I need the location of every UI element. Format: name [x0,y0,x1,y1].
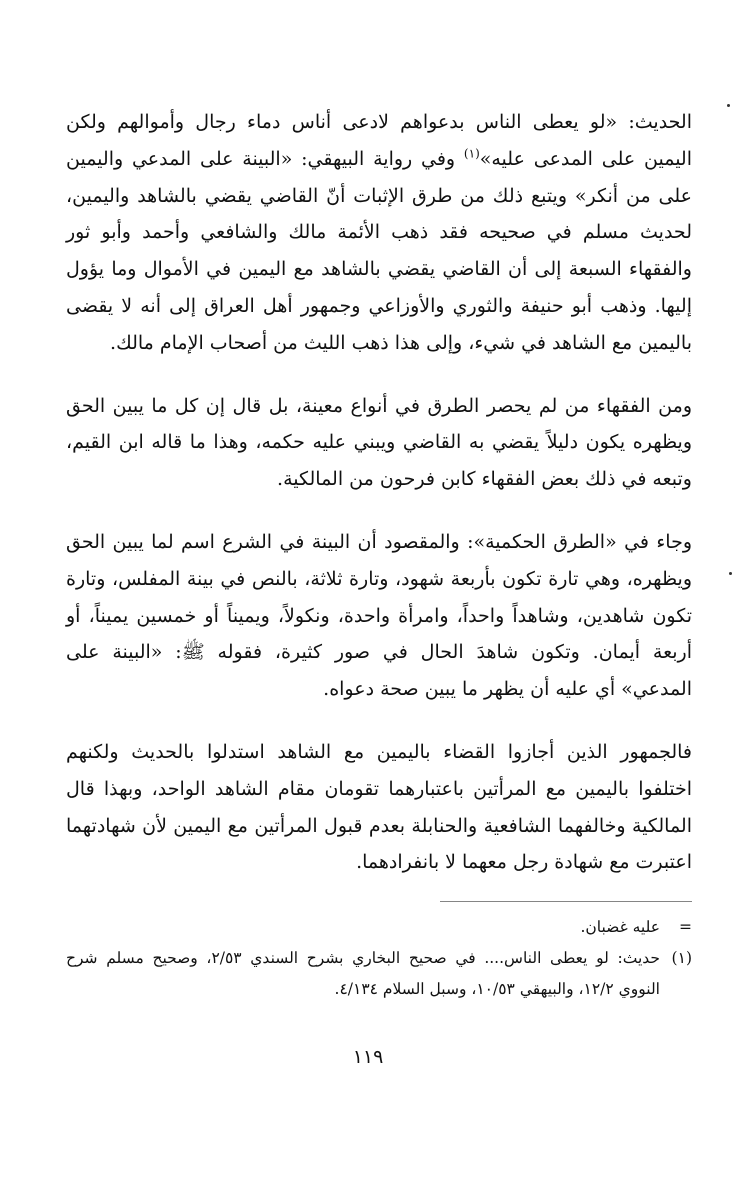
scan-speck [729,572,732,575]
footnote-continuation [66,912,692,943]
footnote-marker: = [679,918,692,936]
paragraph-4: فالجمهور الذين أجازوا القضاء باليمين مع الشاهد استدلوا بالحديث ولكنهم اختلفوا باليمين مع المرأتين باعتبارهما تقومان مقام الشاهد الواحد، وبهذا قال المالكية وخالفهما الشافعية والحنابلة بعدم قبول المرأتين مع اليمين لأن شهادتهما اعتبرت مع شهادة رجل معهما لا بانفرادهما. [66,740,692,874]
footnote-text: عليه غضبان. [580,918,660,936]
paragraph-3: وجاء في «الطرق الحكمية»: والمقصود أن البينة في الشرع اسم لما يبين الحق ويظهره، وهي تارة تكون بأربعة شهود، وتارة ثلاثة، بالنص في بينة المفلس، وتارة تكون شاهدين، وشاهداً واحداً، وامرأة واحدة، ونكولاً، ويميناً أو خمسين يميناً، أو أربعة أيمان. وتكون شاهدَ الحال في صور كثيرة، فقوله ﷺ: «البينة على المدعي» أي عليه أن يظهر ما يبين صحة دعواه. [66,530,692,701]
paragraph-1 [66,104,692,362]
scan-speck [727,104,730,107]
paragraph-1-text-continued: وفي رواية البيهقي: «البينة على المدعي واليمين على من أنكر» ويتبع ذلك من طرق الإثبات أنّ القاضي يقضي بالشاهد واليمين، لحديث مسلم في صحيحه فقد ذهب الأئمة مالك والشافعي وأحمد وأبو ثور والفقهاء السبعة إلى أن القاضي يقضي بالشاهد مع اليمين في الأموال وما يؤول إليها. وذهب أبو حنيفة والثوري والأوزاعي وجمهور أهل العراق إلى أنه لا يقضى باليمين مع الشاهد في شيء، وإلى هذا ذهب الليث من أصحاب الإمام مالك. [66,147,692,354]
footnote-marker: (١) [671,949,692,967]
footnote-reference[interactable]: (١) [463,146,480,161]
footnote-1 [66,943,692,1005]
main-text [66,104,692,881]
page-number: ١١٩ [352,1046,384,1068]
footnote-divider [440,901,692,902]
paragraph-2: ومن الفقهاء من لم يحصر الطرق في أنواع معينة، بل قال إن كل ما يبين الحق ويظهره يكون دليلاً يقضي به القاضي ويبني عليه حكمه، وهذا ما قاله ابن القيم، وتبعه في ذلك بعض الفقهاء كابن فرحون من المالكية. [66,394,692,491]
footnote-text: حديث: لو يعطى الناس.... في صحيح البخاري بشرح السندي ٢/٥٣، وصحيح مسلم شرح النووي ١٢/٢، والبيهقي ١٠/٥٣، وسبل السلام ٤/١٣٤. [66,949,660,998]
footnotes [66,912,692,1005]
paragraph-1-text: الحديث: «لو يعطى الناس بدعواهم لادعى أناس دماء رجال وأموالهم ولكن اليمين على المدعى عليه» [66,111,693,170]
